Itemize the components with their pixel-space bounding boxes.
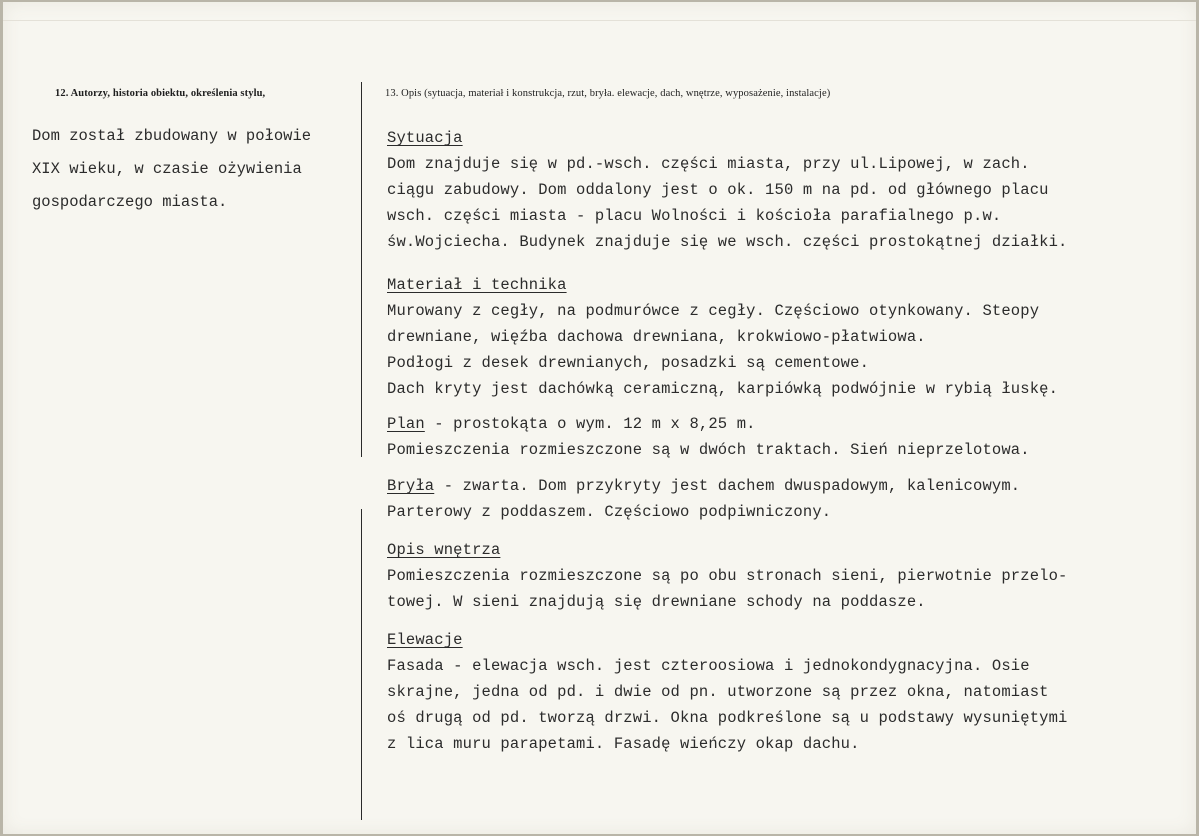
column-divider-gap [359, 457, 365, 509]
section-plan-rest: - prostokąta o wym. 12 m x 8,25 m. [424, 415, 756, 433]
section-elewacje [387, 627, 1177, 757]
section-line: Pomieszczenia rozmieszczone są po obu stronach sieni, pierwotnie przelo- [387, 567, 1068, 585]
field-12-line: gospodarczego miasta. [32, 193, 228, 211]
section-line: Dom znajduje się w pd.-wsch. części miasta, przy ul.Lipowej, w zach. [387, 155, 1030, 173]
section-title-wnetrze: Opis wnętrza [387, 541, 501, 559]
section-line: św.Wojciecha. Budynek znajduje się we wsch. części prostokątnej działki. [387, 233, 1068, 251]
section-bryla-rest: - zwarta. Dom przykryty jest dachem dwuspadowym, kalenicowym. [434, 477, 1021, 495]
section-title-elewacje: Elewacje [387, 631, 463, 649]
section-line: z lica muru parapetami. Fasadę wieńczy okap dachu. [387, 735, 860, 753]
section-line: Fasada - elewacja wsch. jest czteroosiowa i jednokondygnacyjna. Osie [387, 657, 1030, 675]
field-12-content [32, 120, 352, 219]
document-sheet [3, 2, 1196, 834]
field-13-content [387, 125, 1177, 774]
section-bryla [387, 473, 1177, 525]
section-line: Podłogi z desek drewnianych, posadzki są cementowe. [387, 354, 870, 372]
section-plan-heading [387, 411, 1177, 437]
section-line: drewniane, więźba dachowa drewniana, krokwiowo-płatwiowa. [387, 328, 926, 346]
section-bryla-heading [387, 473, 1177, 499]
field-12-label: 12. Autorzy, historia obiektu, określenia stylu, [55, 88, 266, 99]
section-title-bryla: Bryła [387, 477, 435, 495]
field-12-line: Dom został zbudowany w połowie [32, 127, 312, 145]
section-wnetrze [387, 537, 1177, 615]
section-line: towej. W sieni znajdują się drewniane schody na poddasze. [387, 593, 926, 611]
section-title-plan: Plan [387, 415, 425, 433]
section-line: wsch. części miasta - placu Wolności i kościoła parafialnego p.w. [387, 207, 1002, 225]
section-line: oś drugą od pd. tworzą drzwi. Okna podkreślone są u podstawy wysuniętymi [387, 709, 1068, 727]
column-divider [361, 82, 362, 820]
section-plan [387, 411, 1177, 463]
section-line: Parterowy z poddaszem. Częściowo podpiwniczony. [387, 503, 832, 521]
field-13-label: 13. Opis (sytuacja, materiał i konstrukcja, rzut, bryła. elewacje, dach, wnętrze, wyposażenie, instalacje) [385, 88, 831, 99]
section-material [387, 272, 1177, 402]
section-line: Pomieszczenia rozmieszczone są w dwóch traktach. Sień nieprzelotowa. [387, 441, 1030, 459]
top-rule [3, 20, 1196, 21]
field-12-line: XIX wieku, w czasie ożywienia [32, 160, 302, 178]
section-line: Murowany z cegły, na podmurówce z cegły. Częściowo otynkowany. Steopy [387, 302, 1040, 320]
section-line: Dach kryty jest dachówką ceramiczną, karpiówką podwójnie w rybią łuskę. [387, 380, 1059, 398]
section-line: skrajne, jedna od pd. i dwie od pn. utworzone są przez okna, natomiast [387, 683, 1049, 701]
section-line: ciągu zabudowy. Dom oddalony jest o ok. 150 m na pd. od głównego placu [387, 181, 1049, 199]
section-title-material: Materiał i technika [387, 276, 567, 294]
section-title-sytuacja: Sytuacja [387, 129, 463, 147]
section-sytuacja [387, 125, 1177, 255]
